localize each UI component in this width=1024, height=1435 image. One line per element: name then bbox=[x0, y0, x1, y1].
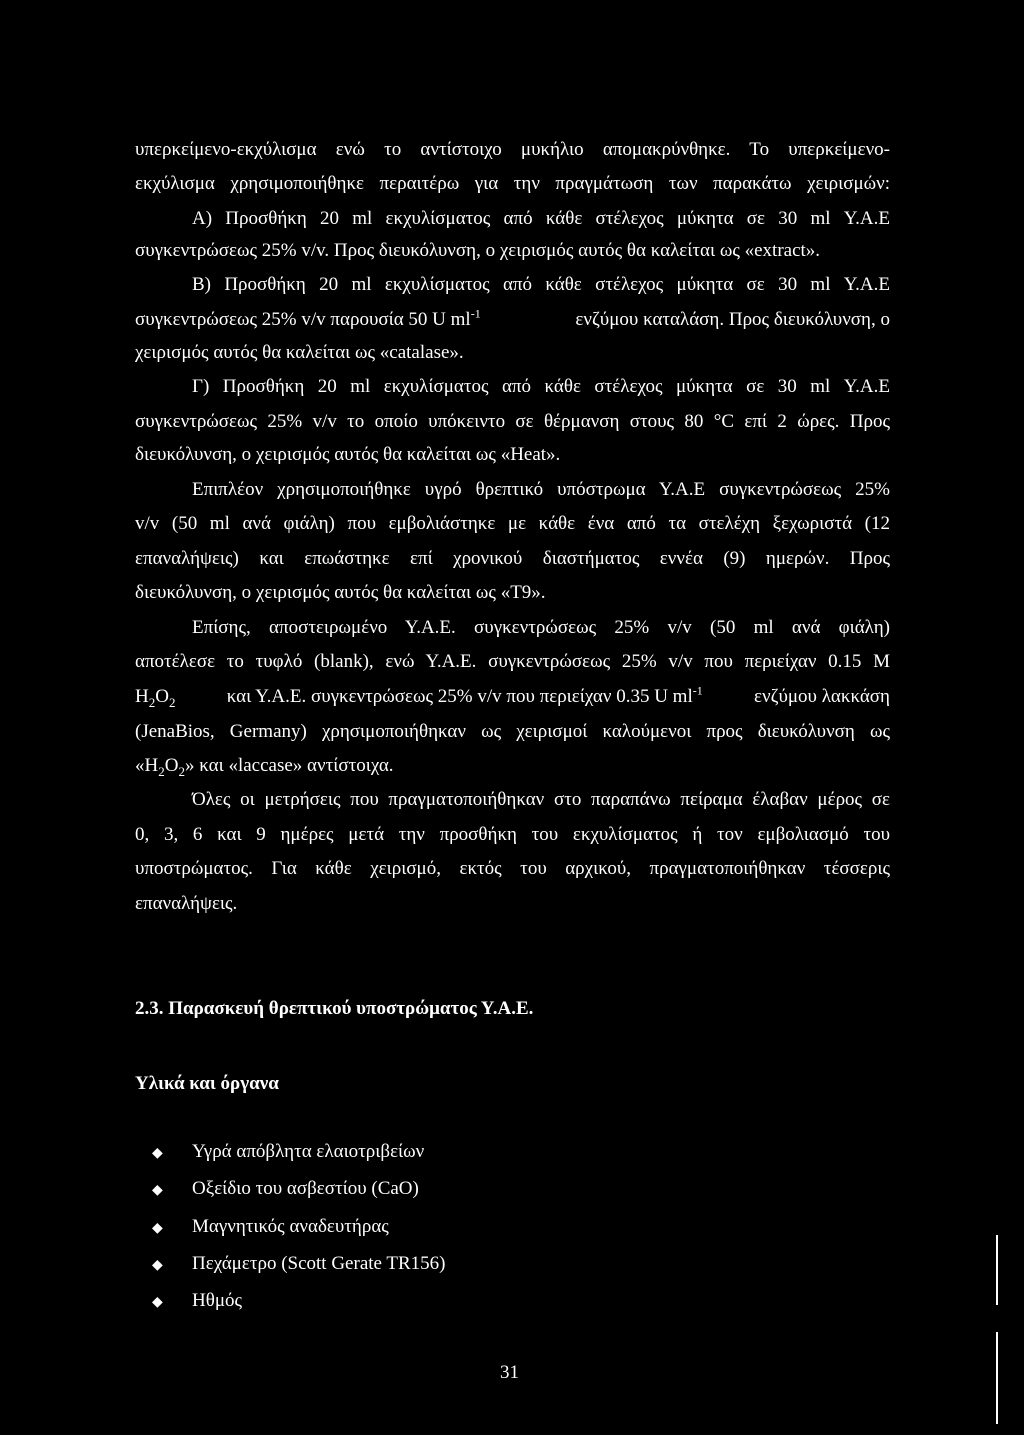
page-number: 31 bbox=[500, 1362, 519, 1383]
text-line: διευκόλυνση, ο χειρισμός αυτός θα καλείται ως «Heat». bbox=[135, 444, 561, 465]
list-item: ◆ Πεχάμετρο (Scott Gerate TR156) bbox=[152, 1252, 445, 1278]
margin-rule bbox=[996, 1332, 998, 1424]
diamond-bullet-icon: ◆ bbox=[152, 1146, 163, 1161]
text-fragment: συγκεντρώσεως 25% v/v παρουσία 50 U $ml^{-1}$ bbox=[135, 306, 481, 330]
text-line: Β) Προσθήκη 20 ml εκχυλίσματος από κάθε στέλεχος μύκητα σε 30 ml Υ.Α.Ε bbox=[192, 274, 890, 295]
section-heading: 2.3. Παρασκευή θρεπτικού υποστρώματος Υ.Α.Ε. bbox=[135, 998, 534, 1019]
diamond-bullet-icon: ◆ bbox=[152, 1221, 163, 1236]
subheading: Υλικά και όργανα bbox=[135, 1073, 279, 1094]
diamond-bullet-icon: ◆ bbox=[152, 1183, 163, 1198]
text-fragment: ενζύμου λακκάση bbox=[754, 686, 890, 707]
text-line: επαναλήψεις) και επωάστηκε επί χρονικού διαστήματος εννέα (9) ημερών. Προς bbox=[135, 548, 890, 569]
text-fragment: και Υ.Α.Ε. συγκεντρώσεως 25% v/v που περιείχαν 0.35 U $ml^{-1}$ bbox=[226, 683, 703, 707]
text-line: Γ) Προσθήκη 20 ml εκχυλίσματος από κάθε στέλεχος μύκητα σε 30 ml Υ.Α.Ε bbox=[192, 376, 890, 397]
text-line: συγκεντρώσεως 25% v/v. Προς διευκόλυνση, ο χειρισμός αυτός θα καλείται ως «extract». bbox=[135, 240, 821, 261]
text-line: επαναλήψεις. bbox=[135, 893, 238, 914]
diamond-bullet-icon: ◆ bbox=[152, 1258, 163, 1273]
text-line: υποστρώματος. Για κάθε χειρισμό, εκτός του αρχικού, πραγματοποιήθηκαν τέσσερις bbox=[135, 858, 890, 879]
superscript: -1 bbox=[692, 683, 703, 698]
diamond-bullet-icon: ◆ bbox=[152, 1295, 163, 1310]
text-line: εκχύλισμα χρησιμοποιήθηκε περαιτέρω για την πραγμάτωση των παρακάτω χειρισμών: bbox=[135, 173, 890, 194]
superscript: -1 bbox=[470, 306, 481, 321]
text-line: v/v (50 ml ανά φιάλη) που εμβολιάστηκε με κάθε ένα από τα στελέχη ξεχωριστά (12 bbox=[135, 513, 890, 534]
text-line bbox=[135, 308, 890, 332]
text-line bbox=[135, 685, 890, 709]
text-line: διευκόλυνση, ο χειρισμός αυτός θα καλείται ως «Τ9». bbox=[135, 582, 546, 603]
text-line: συγκεντρώσεως 25% v/v το οποίο υπόκειντο σε θέρμανση στους 80 °C επί 2 ώρες. Προς bbox=[135, 411, 890, 432]
text-line: Επίσης, αποστειρωμένο Υ.Α.Ε. συγκεντρώσεως 25% v/v (50 ml ανά φιάλη) bbox=[192, 617, 890, 638]
text-line: Όλες οι μετρήσεις που πραγματοποιήθηκαν στο παραπάνω πείραμα έλαβαν μέρος σε bbox=[192, 789, 890, 810]
formula-h2o2: $H_2O_2$ bbox=[135, 686, 176, 710]
text-line: χειρισμός αυτός θα καλείται ως «catalase». bbox=[135, 342, 464, 363]
list-item: ◆ Ηθμός bbox=[152, 1289, 242, 1315]
text-line: υπερκείμενο-εκχύλισμα ενώ το αντίστοιχο μυκήλιο απομακρύνθηκε. Το υπερκείμενο- bbox=[135, 139, 890, 160]
list-item: ◆ Υγρά απόβλητα ελαιοτριβείων bbox=[152, 1140, 424, 1166]
text-line: (JenaBios, Germany) χρησιμοποιήθηκαν ως χειρισμοί καλούμενοι προς διευκόλυνση ως bbox=[135, 721, 890, 742]
text-line: Επιπλέον χρησιμοποιήθηκε υγρό θρεπτικό υπόστρωμα Υ.Α.Ε συγκεντρώσεως 25% bbox=[192, 479, 890, 500]
text-line: 0, 3, 6 και 9 ημέρες μετά την προσθήκη του εκχυλίσματος ή τον εμβολιασμό του bbox=[135, 824, 890, 845]
list-item: ◆ Μαγνητικός αναδευτήρας bbox=[152, 1215, 389, 1241]
text-fragment: ενζύμου καταλάση. Προς διευκόλυνση, ο bbox=[575, 309, 890, 330]
margin-rule bbox=[996, 1235, 998, 1305]
list-item: ◆ Οξείδιο του ασβεστίου (CaO) bbox=[152, 1177, 419, 1203]
text-line: Α) Προσθήκη 20 ml εκχυλίσματος από κάθε στέλεχος μύκητα σε 30 ml Υ.Α.Ε bbox=[192, 208, 890, 229]
text-line: αποτέλεσε το τυφλό (blank), ενώ Υ.Α.Ε. συγκεντρώσεως 25% v/v που περιείχαν 0.15 M bbox=[135, 651, 890, 672]
text-line: «$H_2O_2$» και «laccase» αντίστοιχα. bbox=[135, 755, 394, 779]
